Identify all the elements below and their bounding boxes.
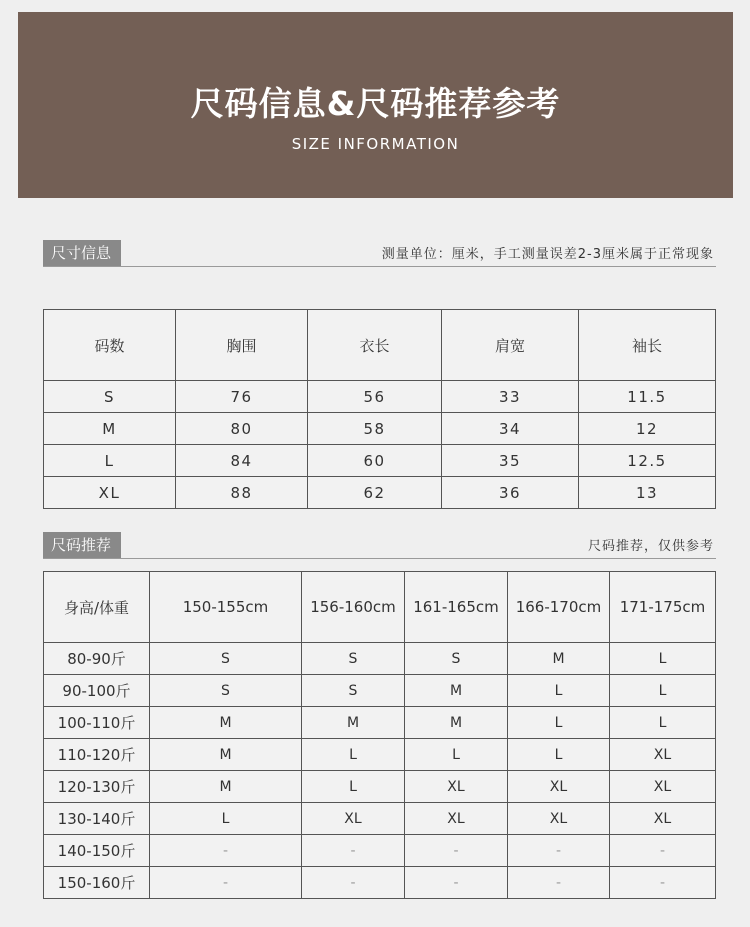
measurement-note: 测量单位：厘米，手工测量误差2-3厘米属于正常现象 xyxy=(381,247,714,262)
table-cell: XL xyxy=(610,803,716,835)
column-header: 衣长 xyxy=(308,310,442,381)
table-cell: - xyxy=(150,867,302,899)
table-cell: 130-140斤 xyxy=(44,803,150,835)
table-cell: 11.5 xyxy=(579,381,716,413)
table-cell: M xyxy=(150,771,302,803)
table-cell: 33 xyxy=(442,381,579,413)
table-cell: S xyxy=(302,643,405,675)
column-header: 身高/体重 xyxy=(44,572,150,643)
column-header: 胸围 xyxy=(176,310,308,381)
table-cell: 56 xyxy=(308,381,442,413)
table-cell: M xyxy=(405,707,508,739)
table-row xyxy=(44,835,716,867)
table-cell: XL xyxy=(610,771,716,803)
table-cell: M xyxy=(150,739,302,771)
table-cell: 12 xyxy=(579,413,716,445)
table-cell: 88 xyxy=(176,477,308,509)
table-cell: M xyxy=(150,707,302,739)
table-cell: 84 xyxy=(176,445,308,477)
table-row xyxy=(44,675,716,707)
table-cell: XL xyxy=(405,771,508,803)
size-info-table xyxy=(43,309,716,509)
table-cell: 76 xyxy=(176,381,308,413)
table-cell: 110-120斤 xyxy=(44,739,150,771)
table-row xyxy=(44,867,716,899)
column-header: 156-160cm xyxy=(302,572,405,643)
table-row xyxy=(44,643,716,675)
table-cell: XL xyxy=(508,771,610,803)
size-info-tag: 尺寸信息 xyxy=(43,240,121,266)
column-header: 肩宽 xyxy=(442,310,579,381)
table-cell: S xyxy=(150,643,302,675)
table-cell: 34 xyxy=(442,413,579,445)
table-cell: 62 xyxy=(308,477,442,509)
table-cell: XL xyxy=(44,477,176,509)
table-row xyxy=(44,381,716,413)
table-row xyxy=(44,445,716,477)
table-cell: - xyxy=(508,835,610,867)
column-header: 袖长 xyxy=(579,310,716,381)
table-cell: 150-160斤 xyxy=(44,867,150,899)
table-cell: L xyxy=(302,771,405,803)
table-cell: M xyxy=(508,643,610,675)
table-cell: L xyxy=(610,675,716,707)
column-header: 166-170cm xyxy=(508,572,610,643)
table-cell: 120-130斤 xyxy=(44,771,150,803)
table-cell: 60 xyxy=(308,445,442,477)
table-cell: L xyxy=(302,739,405,771)
page-subtitle: SIZE INFORMATION xyxy=(291,135,460,153)
column-header: 161-165cm xyxy=(405,572,508,643)
table-row xyxy=(44,413,716,445)
table-cell: 35 xyxy=(442,445,579,477)
page-title: 尺码信息&尺码推荐参考 xyxy=(190,84,561,123)
column-header: 150-155cm xyxy=(150,572,302,643)
size-recommend-header-row xyxy=(44,572,716,643)
table-cell: M xyxy=(405,675,508,707)
table-cell: L xyxy=(610,643,716,675)
column-header: 171-175cm xyxy=(610,572,716,643)
table-cell: - xyxy=(302,835,405,867)
table-row xyxy=(44,803,716,835)
table-cell: L xyxy=(508,675,610,707)
size-recommend-tag: 尺码推荐 xyxy=(43,532,121,558)
column-header: 码数 xyxy=(44,310,176,381)
table-cell: S xyxy=(44,381,176,413)
header-banner xyxy=(18,12,733,198)
table-cell: 58 xyxy=(308,413,442,445)
table-cell: S xyxy=(150,675,302,707)
table-cell: M xyxy=(44,413,176,445)
size-info-header-row xyxy=(44,310,716,381)
table-row xyxy=(44,739,716,771)
table-cell: - xyxy=(508,867,610,899)
table-cell: L xyxy=(44,445,176,477)
table-cell: L xyxy=(405,739,508,771)
table-cell: XL xyxy=(610,739,716,771)
table-cell: XL xyxy=(508,803,610,835)
table-cell: S xyxy=(405,643,508,675)
table-cell: - xyxy=(610,867,716,899)
table-cell: 80-90斤 xyxy=(44,643,150,675)
table-row xyxy=(44,707,716,739)
size-recommend-table xyxy=(43,571,716,899)
table-cell: - xyxy=(302,867,405,899)
table-cell: S xyxy=(302,675,405,707)
table-cell: 36 xyxy=(442,477,579,509)
table-cell: L xyxy=(508,739,610,771)
table-cell: 12.5 xyxy=(579,445,716,477)
table-cell: - xyxy=(610,835,716,867)
table-cell: 100-110斤 xyxy=(44,707,150,739)
table-cell: - xyxy=(150,835,302,867)
size-recommend-section-header xyxy=(43,532,716,559)
table-cell: L xyxy=(150,803,302,835)
table-cell: 13 xyxy=(579,477,716,509)
table-row xyxy=(44,771,716,803)
table-cell: M xyxy=(302,707,405,739)
table-cell: - xyxy=(405,867,508,899)
table-cell: 80 xyxy=(176,413,308,445)
table-row xyxy=(44,477,716,509)
table-cell: XL xyxy=(302,803,405,835)
table-cell: XL xyxy=(405,803,508,835)
table-cell: 90-100斤 xyxy=(44,675,150,707)
table-cell: L xyxy=(610,707,716,739)
recommend-note: 尺码推荐，仅供参考 xyxy=(587,539,714,554)
table-cell: - xyxy=(405,835,508,867)
table-cell: L xyxy=(508,707,610,739)
size-info-section-header xyxy=(43,240,716,267)
table-cell: 140-150斤 xyxy=(44,835,150,867)
